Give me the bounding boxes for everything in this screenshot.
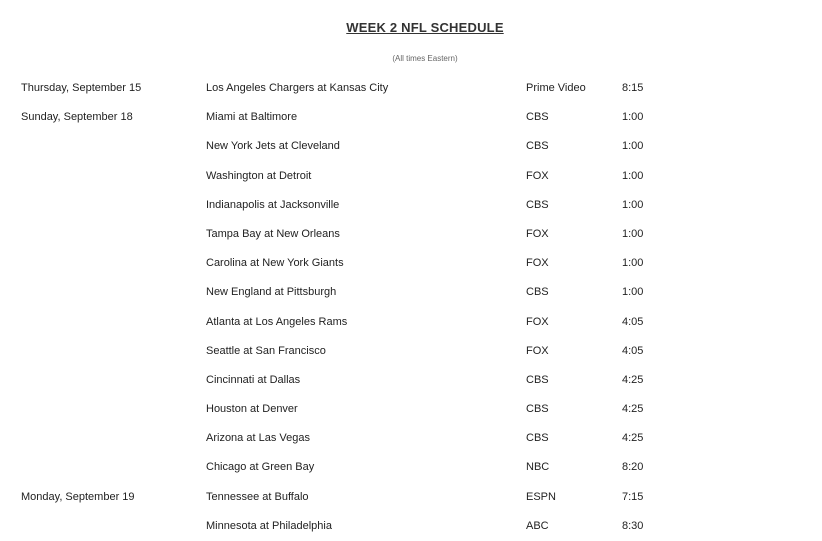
- table-row: [0, 220, 822, 249]
- game-matchup: Atlanta at Los Angeles Rams: [206, 315, 348, 328]
- game-matchup: Washington at Detroit: [206, 169, 312, 182]
- game-network: NBC: [526, 461, 550, 474]
- schedule-table: [0, 74, 822, 541]
- game-time: 4:05: [622, 315, 644, 328]
- game-matchup: Carolina at New York Giants: [206, 257, 344, 270]
- game-matchup: Chicago at Green Bay: [206, 461, 315, 474]
- game-network: CBS: [526, 286, 549, 299]
- table-row: [0, 366, 822, 395]
- table-row: [0, 249, 822, 278]
- game-network: CBS: [526, 432, 549, 445]
- game-time: 4:25: [622, 432, 644, 445]
- game-day: Thursday, September 15: [21, 82, 142, 94]
- page-title: WEEK 2 NFL SCHEDULE: [346, 20, 504, 35]
- game-matchup: Los Angeles Chargers at Kansas City: [206, 82, 389, 94]
- game-network: FOX: [526, 257, 549, 270]
- game-matchup: New England at Pittsburgh: [206, 286, 337, 299]
- game-time: 8:15: [622, 82, 644, 94]
- game-matchup: Seattle at San Francisco: [206, 344, 326, 357]
- game-network: FOX: [526, 344, 549, 357]
- table-row: [0, 308, 822, 337]
- subtitle: (All times Eastern): [392, 54, 458, 63]
- game-time: 4:05: [622, 344, 644, 357]
- game-network: CBS: [526, 198, 549, 211]
- game-network: CBS: [526, 140, 549, 153]
- table-row: [0, 162, 822, 191]
- game-matchup: Arizona at Las Vegas: [206, 432, 310, 445]
- table-row: [0, 424, 822, 453]
- game-network: CBS: [526, 111, 549, 124]
- game-time: 1:00: [622, 169, 644, 182]
- game-matchup: Tennessee at Buffalo: [206, 490, 309, 503]
- game-network: ABC: [526, 519, 549, 532]
- game-time: 1:00: [622, 111, 644, 124]
- game-time: 1:00: [622, 257, 644, 270]
- game-network: FOX: [526, 169, 549, 182]
- game-network: FOX: [526, 315, 549, 328]
- game-network: CBS: [526, 373, 549, 386]
- table-row: [0, 74, 822, 103]
- table-row: [0, 453, 822, 482]
- game-time: 4:25: [622, 373, 644, 386]
- game-matchup: Minnesota at Philadelphia: [206, 519, 332, 532]
- table-row: [0, 483, 822, 512]
- game-matchup: Miami at Baltimore: [206, 111, 298, 124]
- game-matchup: New York Jets at Cleveland: [206, 140, 340, 153]
- game-matchup: Indianapolis at Jacksonville: [206, 198, 340, 211]
- game-network: Prime Video: [526, 82, 586, 94]
- game-day: Monday, September 19: [21, 490, 135, 503]
- table-row: [0, 278, 822, 307]
- table-row: [0, 337, 822, 366]
- table-row: [0, 191, 822, 220]
- game-time: 1:00: [622, 140, 644, 153]
- game-time: 8:20: [622, 461, 644, 474]
- game-matchup: Houston at Denver: [206, 403, 298, 416]
- game-matchup: Tampa Bay at New Orleans: [206, 227, 340, 240]
- table-row: [0, 395, 822, 424]
- game-time: 7:15: [622, 490, 644, 503]
- game-network: ESPN: [526, 490, 556, 503]
- game-time: 4:25: [622, 403, 644, 416]
- game-day: Sunday, September 18: [21, 111, 133, 124]
- game-time: 1:00: [622, 198, 644, 211]
- game-matchup: Cincinnati at Dallas: [206, 373, 301, 386]
- table-row: [0, 512, 822, 541]
- table-row: [0, 132, 822, 161]
- table-row: [0, 103, 822, 132]
- game-network: CBS: [526, 403, 549, 416]
- game-time: 1:00: [622, 286, 644, 299]
- game-time: 8:30: [622, 519, 644, 532]
- game-time: 1:00: [622, 227, 644, 240]
- game-network: FOX: [526, 227, 549, 240]
